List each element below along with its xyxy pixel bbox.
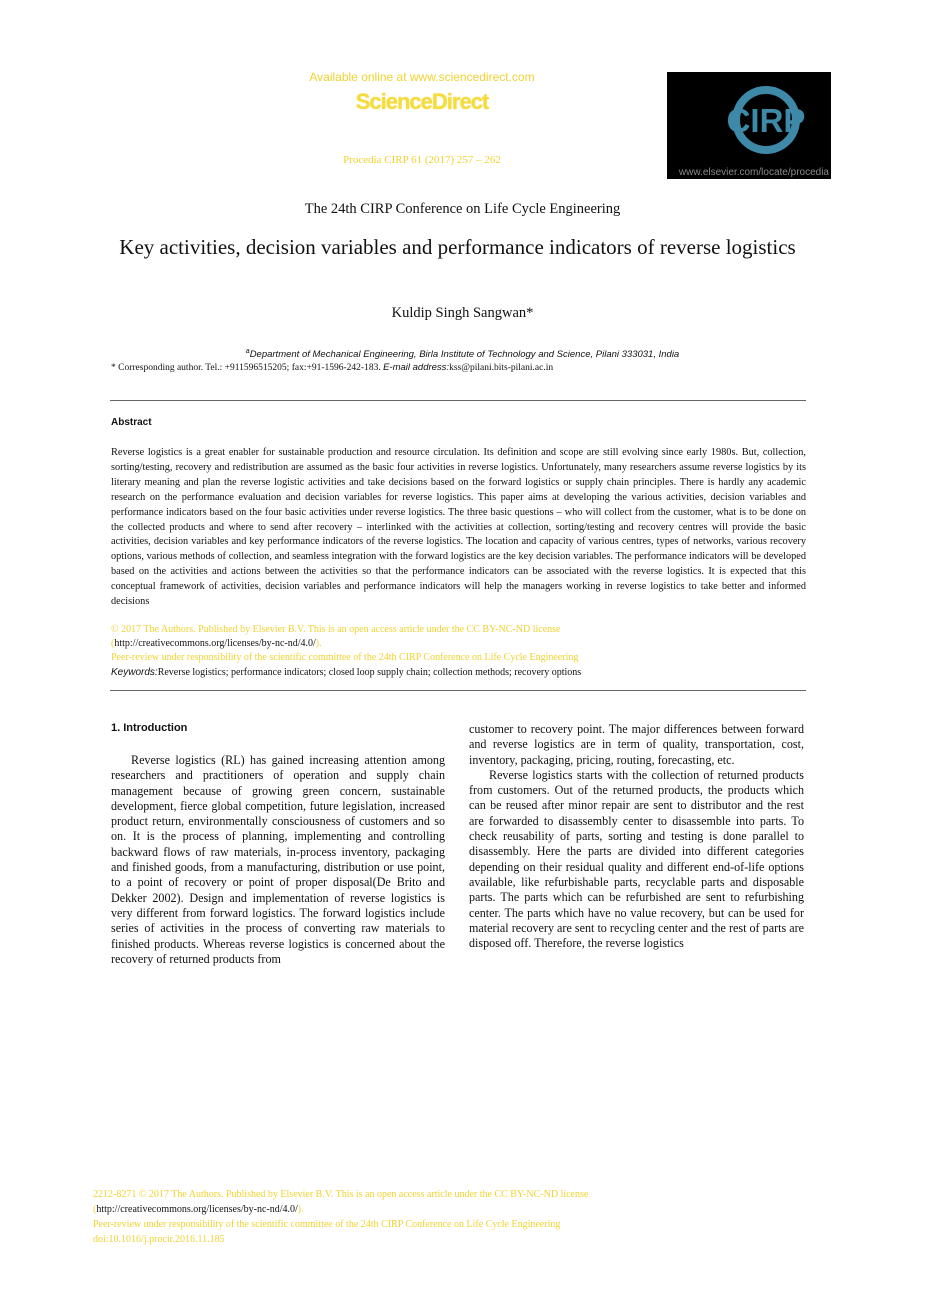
- abstract-body: Reverse logistics is a great enabler for sustainable production and resource circulation. Its definition and scope are still evolving since early 1980s. But, collection, sorting/testing, recovery and redistribution are assumed as the basic four activities in reverse logistics. Unfortunately, many researchers assume reverse logistics by its literary meaning and plan the reverse logistic activities and take decisions based on the forward logistics or supply chain principles. There is hardly any academic research on the performance evaluation and decision variables for reverse logistics. This paper aims at developing the various activities, decision variables and performance indicators based on the four basic activities under reverse logistics. The three basic questions – who will collect from the customer, what is to be done on the collected products and where to send after recovery – interlinked with the activities at collection, sorting/testing and recovery centres will provide the basic activities, decision variables and key performance indicators of the reverse logistics. The location and capacity of various centres, types of networks, various recovery options, various methods of collection, and seamless integration with the forward logistics are the key decision variables. The performance indicators will be developed based on the activities and actions between the activities so that the performance indicators can be associated with the reverse logistics. It is expected that this conceptual framework of activities, decision variables and performance indicators will help the managers working in reverse logistics to take better and informed decisions: [111, 447, 806, 608]
- corresponding-author: [111, 362, 553, 373]
- available-online-text[interactable]: Available online at www.sciencedirect.com: [309, 70, 535, 84]
- abstract-peer-review: Peer-review under responsibility of the scientific committee of the 24th CIRP Conference on Life Cycle Engineering: [111, 652, 579, 663]
- footer-issn-license: 2212-8271 © 2017 The Authors. Published by Elsevier B.V. This is an open access article under the CC BY-NC-ND license: [93, 1189, 589, 1200]
- abstract-heading: Abstract: [111, 417, 152, 428]
- affiliation-text: Department of Mechanical Engineering, Birla Institute of Technology and Science, Pilani 333031, India: [249, 349, 680, 361]
- abstract-license-link-line: [111, 638, 322, 649]
- introduction-heading: 1. Introduction: [111, 722, 188, 734]
- cirp-logo-panel: [667, 72, 831, 179]
- intro-paragraph-1-cont: customer to recovery point. The major differences between forward and reverse logistics are in term of quality, transportation, cost, inventory, packaging, pricing, routing, forecasting, etc.: [469, 722, 804, 767]
- intro-left-column: [111, 753, 445, 967]
- intro-paragraph-1: Reverse logistics (RL) has gained increasing attention among researchers and practitioners of operation and supply chain management because of growing green concern, sustainable development, fierce global competition, future legislation, increased product return, environmentally consciousness of customers and so on. It is the process of planning, implementing and controlling backward flows of raw materials, in-process inventory, packaging and finished goods, from a manufacturing, distribution or use point, to a point of recovery or point of proper disposal(De Brito and Dekker 2002). Design and implementation of reverse logistics is very different from forward logistics. The forward logistics include series of activities in the process of converting raw materials to finished products. Whereas reverse logistics is concerned about the recovery of returned products from: [111, 753, 445, 966]
- elsevier-url[interactable]: www.elsevier.com/locate/procedia: [678, 167, 829, 178]
- footer-url-close: ).: [297, 1204, 304, 1215]
- corresponding-contact: * Corresponding author. Tel.: +911596515205; fax:+91-1596-242-183.: [111, 363, 381, 373]
- abstract-license-url[interactable]: http://creativecommons.org/licenses/by-nc-nd/4.0/: [114, 638, 316, 649]
- affiliation-marker: a: [245, 348, 250, 355]
- divider-top: [110, 400, 806, 401]
- footer-license-link-line: [93, 1204, 304, 1215]
- intro-right-column: [469, 722, 804, 951]
- paper-title: Key activities, decision variables and performance indicators of reverse logistics: [119, 235, 796, 259]
- conference-name: The 24th CIRP Conference on Life Cycle Engineering: [304, 201, 621, 217]
- keywords-label: Keywords:: [111, 667, 158, 678]
- divider-bottom: [110, 690, 806, 691]
- intro-paragraph-2: Reverse logistics starts with the collection of returned products from customers. Out of the returned products, the products which can be reused after minor repair are sent to distributor and the rest are forwarded to disassembly center to disassemble into parts. To check reusability of parts, sorting and testing is done parallel to disassembly. Here the parts are divided into different categories depending on their residual quality and different end-of-life options available, like refurbishable parts, recyclable parts and disposable parts. The parts which can be refurbished are sent to refurbishing center. The parts which have no value recovery, but can be used for material recovery are sent to recycling center and the rest of parts are disposed off. Therefore, the reverse logistics: [469, 767, 804, 951]
- affiliation: [0, 348, 925, 360]
- footer-url-open: (: [93, 1204, 97, 1215]
- sciencedirect-logo[interactable]: ScienceDirect: [355, 89, 489, 114]
- cirp-logo-text: CIRP: [726, 102, 806, 139]
- abstract-license-close: ).: [315, 638, 322, 649]
- cirp-logo-icon: [667, 72, 831, 179]
- footer-peer-review: Peer-review under responsibility of the scientific committee of the 24th CIRP Conference on Life Cycle Engineering: [93, 1219, 561, 1230]
- journal-reference: Procedia CIRP 61 (2017) 257 – 262: [343, 154, 501, 166]
- email-address[interactable]: kss@pilani.bits-pilani.ac.in: [449, 363, 554, 373]
- author-name: Kuldip Singh Sangwan*: [391, 305, 534, 321]
- footer-license-url[interactable]: http://creativecommons.org/licenses/by-nc-nd/4.0/: [96, 1204, 298, 1215]
- abstract-license-line: © 2017 The Authors. Published by Elsevier B.V. This is an open access article under the CC BY-NC-ND license: [111, 624, 561, 635]
- keywords-list: Reverse logistics; performance indicators; closed loop supply chain; collection methods; recovery options: [157, 667, 582, 678]
- abstract-license-open: (: [111, 638, 115, 649]
- footer-doi[interactable]: doi:10.1016/j.procir.2016.11.185: [93, 1234, 225, 1245]
- keywords: [111, 667, 581, 678]
- email-label: E-mail address:: [383, 362, 450, 373]
